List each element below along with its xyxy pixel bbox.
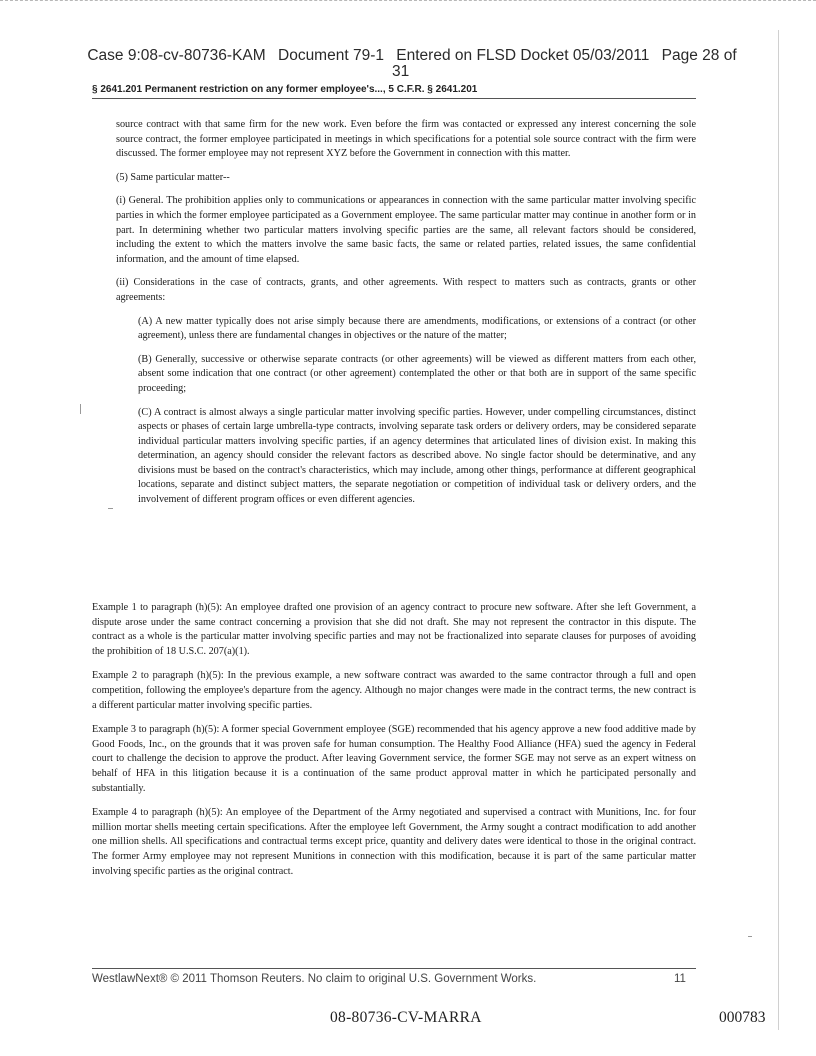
page-total: 31 <box>392 63 410 80</box>
scan-mark <box>748 936 752 937</box>
page-of: Page 28 of <box>661 47 737 64</box>
document-number: Document 79-1 <box>278 47 384 64</box>
section-title: § 2641.201 Permanent restriction on any former employee's..., 5 C.F.R. § 2641.201 <box>92 84 478 95</box>
footer-divider <box>92 968 696 969</box>
westlaw-page-number: 11 <box>674 973 686 985</box>
court-filing-header <box>72 47 752 64</box>
bates-number: 000783 <box>719 1009 766 1026</box>
paragraph-heading-5: (5) Same particular matter-- <box>116 171 230 183</box>
regulation-body <box>92 118 696 517</box>
paragraph-c: (C) A contract is almost always a single particular matter involving specific parties. However, under compelling circumstances, distinct aspects or phases of certain large umbrella-type contracts, involving separate task orders or delivery orders, may be considered separate individual particular matters involving specific parties, if an agency determines that articulated lines of division exist. In making this determination, an agency should consider the relevant factors as described above. No single factor should be determinative, and any divisions must be based on the contract's characteristics, which may include, among other things, performance at different geographical locations, separate and distinct subject matters, the separate negotiation or competition of individual task or delivery orders, and the involvement of different program offices or even different agencies. <box>138 406 696 506</box>
example-2: Example 2 to paragraph (h)(5): In the previous example, a new software contract was awarded to the same contractor through a full and open competition, following the employee's departure from the agency. Although no major changes were made in the contract terms, the new contract is a different particular matter involving specific parties. <box>92 670 696 711</box>
case-stamp: 08-80736-CV-MARRA <box>330 1009 482 1026</box>
paragraph-continuation: source contract with that same firm for the new work. Even before the firm was contacted or expressed any interest concerning the sole source contract, the former employee participated in meetings in which specifications for a potential sole source contract with the firm were discussed. The former employee may not represent XYZ before the Government in connection with this matter. <box>116 119 696 160</box>
example-3: Example 3 to paragraph (h)(5): A former special Government employee (SGE) recommended that his agency approve a new food additive made by Good Foods, Inc., on the grounds that it was proven safe for human consumption. The Healthy Food Alliance (HFA) sued the agency in Federal court to challenge the decision to approve the product. After leaving Government service, the former SGE may not serve as an expert witness on behalf of HFA in this litigation because it is a continuation of the same product approval matter in which he participated personally and substantially. <box>92 724 696 794</box>
scan-right-edge <box>778 30 779 1030</box>
paragraph-a: (A) A new matter typically does not arise simply because there are amendments, modifications, or extensions of a contract (or other agreement), unless there are fundamental changes in objectives or the nature of the matter; <box>138 315 696 342</box>
paragraph-b: (B) Generally, successive or otherwise separate contracts (or other agreements) will be viewed as different matters from each other, absent some indication that one contract (or other agreement) contemplated the other or that both are in support of the same specific proceeding; <box>138 353 696 394</box>
scan-mark <box>80 404 81 414</box>
title-divider <box>92 98 696 99</box>
westlaw-copyright: WestlawNext® © 2011 Thomson Reuters. No claim to original U.S. Government Works. <box>92 973 537 985</box>
scan-mark <box>108 508 113 509</box>
examples-section <box>92 601 696 889</box>
paragraph-considerations: (ii) Considerations in the case of contracts, grants, and other agreements. With respect to matters such as contracts, grants or other agreements: <box>116 277 696 303</box>
case-number: Case 9:08-cv-80736-KAM <box>87 47 266 64</box>
example-1: Example 1 to paragraph (h)(5): An employee drafted one provision of an agency contract to procure new software. After she left Government, a dispute arose under the same contract concerning a provision that she did not draft. She may not represent the contractor in this dispute. The contract as a whole is the particular matter involving specific parties and may not be fractionalized into separate clauses for purposes of avoiding the prohibition of 18 U.S.C. 207(a)(1). <box>92 602 696 657</box>
scan-edge-artifact <box>0 0 816 7</box>
docket-entry: Entered on FLSD Docket 05/03/2011 <box>396 47 650 64</box>
example-4: Example 4 to paragraph (h)(5): An employee of the Department of the Army negotiated and supervised a contract with Munitions, Inc. for four million mortar shells meeting certain specifications. After the employee left Government, the Army sought a contract modification to add another one million shells. All specifications and contractual terms except price, quantity and delivery dates were identical to those in the original contract. The former Army employee may not represent Munitions in connection with this modification, because it is part of the same particular matter involving specific parties as the original contract. <box>92 807 696 877</box>
paragraph-general: (i) General. The prohibition applies only to communications or appearances in connection with the same particular matter involving specific parties in which the former employee participated as a Government employee. The same particular matter may continue in another form or in part. In determining whether two particular matters involving specific parties are the same, all relevant factors should be considered, including the extent to which the matters involve the same basic facts, the same or related parties, related issues, the same confidential information, and the amount of time elapsed. <box>116 195 696 265</box>
